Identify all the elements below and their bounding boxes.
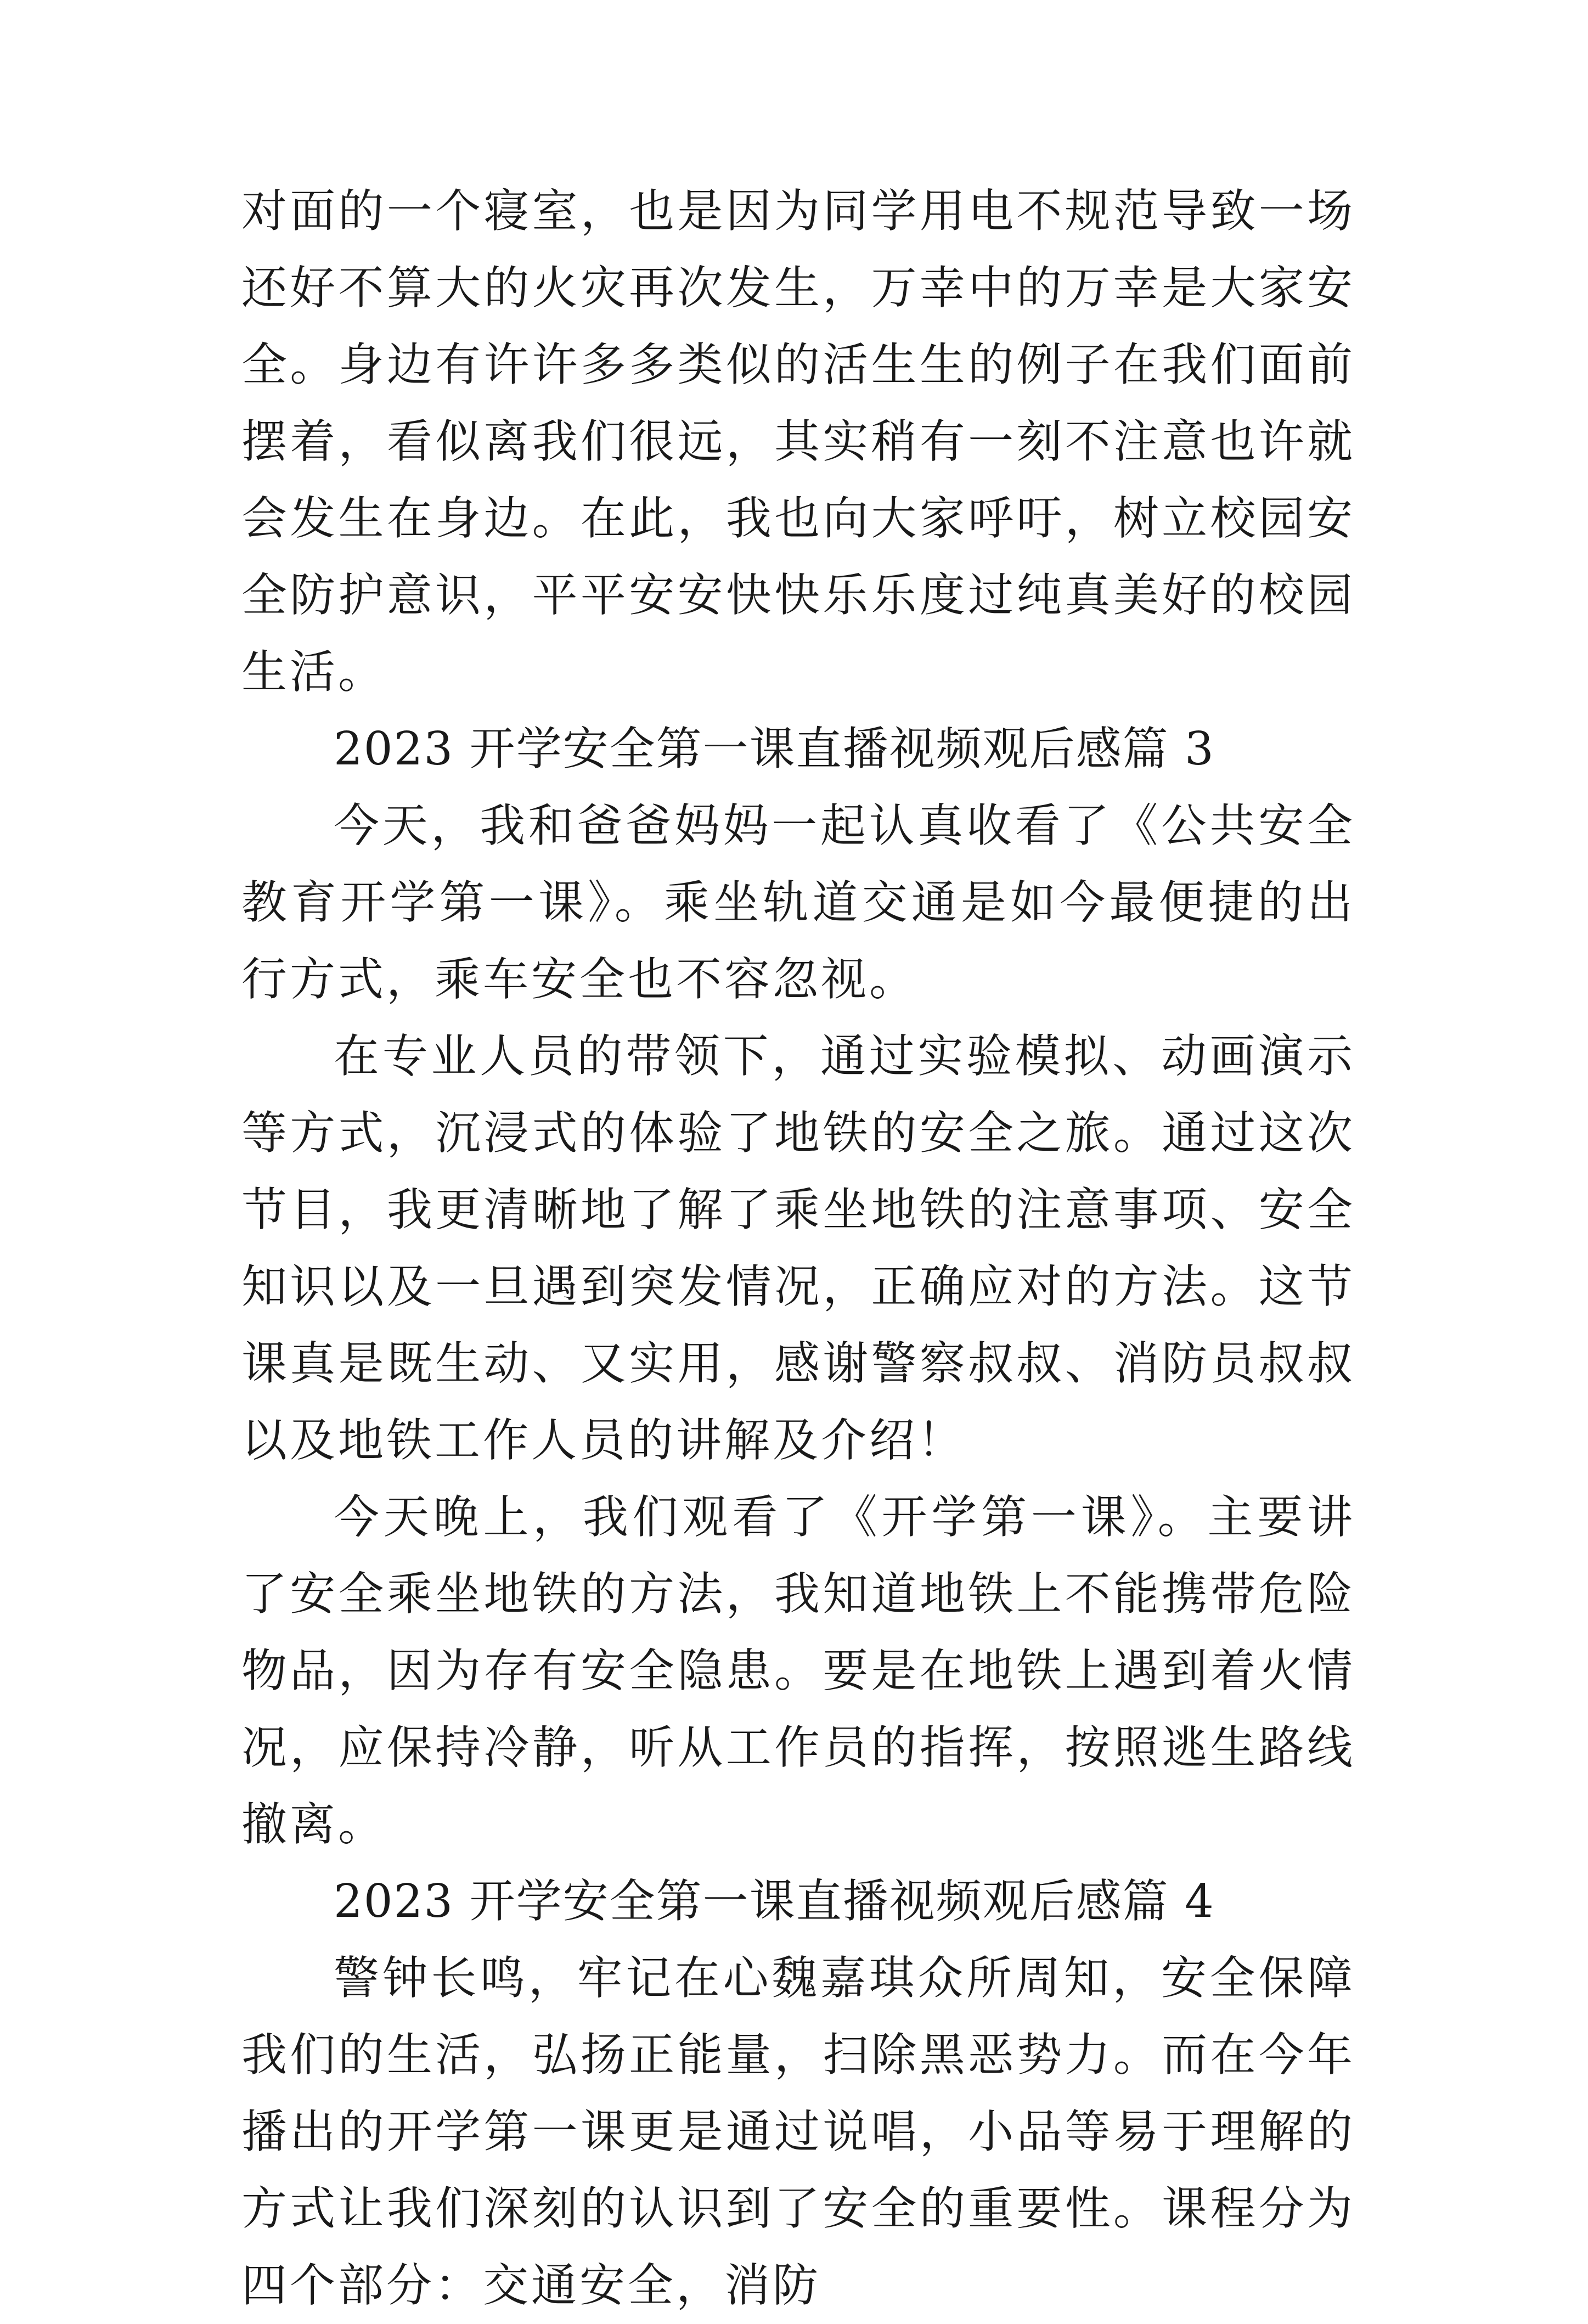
paragraph-body: 警钟长鸣，牢记在心魏嘉琪众所周知，安全保障我们的生活，弘扬正能量，扫除黑恶势力。而在今年播出的开学第一课更是通过说唱，小品等易于理解的方式让我们深刻的认识到了安全的重要性。课程分为四个部分：交通安全，消防: [241, 1951, 1355, 2312]
document-body: [241, 173, 1355, 2324]
section-heading-4: 2023 开学安全第一课直播视频观后感篇 4: [334, 1875, 1215, 1928]
section-heading-3: 2023 开学安全第一课直播视频观后感篇 3: [334, 722, 1215, 775]
paragraph-continuation: 对面的一个寝室，也是因为同学用电不规范导致一场还好不算大的火灾再次发生，万幸中的万幸是大家安全。身边有许许多多类似的活生生的例子在我们面前摆着，看似离我们很远，其实稍有一刻不注意也许就会发生在身边。在此，我也向大家呼吁，树立校园安全防护意识，平平安安快快乐乐度过纯真美好的校园生活。: [241, 184, 1355, 699]
paragraph-body: 今天，我和爸爸妈妈一起认真收看了《公共安全教育开学第一课》。乘坐轨道交通是如今最便捷的出行方式，乘车安全也不容忽视。: [241, 799, 1355, 1006]
paragraph-body: 在专业人员的带领下，通过实验模拟、动画演示等方式，沉浸式的体验了地铁的安全之旅。通过这次节目，我更清晰地了解了乘坐地铁的注意事项、安全知识以及一旦遇到突发情况，正确应对的方法。这节课真是既生动、又实用，感谢警察叔叔、消防员叔叔以及地铁工作人员的讲解及介绍！: [241, 1029, 1355, 1467]
paragraph-body: 今天晚上，我们观看了《开学第一课》。主要讲了安全乘坐地铁的方法，我知道地铁上不能携带危险物品，因为存有安全隐患。要是在地铁上遇到着火情况，应保持冷静，听从工作员的指挥，按照逃生路线撤离。: [241, 1490, 1355, 1851]
